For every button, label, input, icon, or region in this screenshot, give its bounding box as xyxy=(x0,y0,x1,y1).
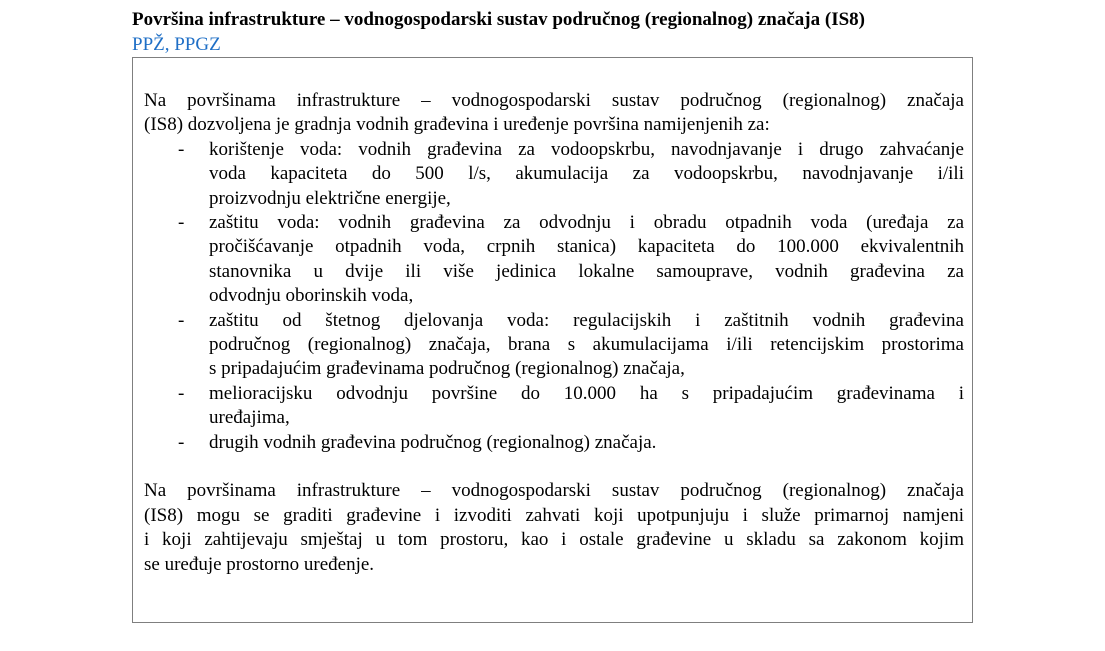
list-item xyxy=(144,431,964,455)
closing-paragraph xyxy=(144,479,964,577)
text-line: pročišćavanje otpadnih voda, crpnih stanica) kapaciteta do 100.000 ekvivalentnih xyxy=(209,236,964,258)
list-item xyxy=(144,382,964,431)
text-line: voda kapaciteta do 500 l/s, akumulacija za vodoopskrbu, navodnjavanje i/ili xyxy=(209,163,964,185)
text-line: područnog (regionalnog) značaja, brana s akumulacijama i/ili retencijskim prostorima xyxy=(209,334,964,356)
list-item xyxy=(144,309,964,382)
list-bullet-dash: - xyxy=(178,431,185,453)
text-line: uređajima, xyxy=(209,407,290,429)
text-line: se uređuje prostorno uređenje. xyxy=(144,553,375,575)
list-item xyxy=(144,138,964,211)
text-line: Na površinama infrastrukture – vodnogospodarski sustav područnog (regionalnog) značaja xyxy=(144,90,964,111)
text-line: melioracijsku odvodnju površine do 10.000 ha s pripadajućim građevinama i xyxy=(209,382,964,404)
text-line: proizvodnju električne energije, xyxy=(209,187,451,209)
text-line: odvodnju oborinskih voda, xyxy=(209,285,414,307)
text-line: (IS8) mogu se graditi građevine i izvoditi zahvati koji upotpunjuju i služe primarnoj namjeni xyxy=(144,504,964,526)
list-bullet-dash: - xyxy=(178,212,185,234)
text-line: Na površinama infrastrukture – vodnogospodarski sustav područnog (regionalnog) značaja xyxy=(144,480,964,502)
text-line: drugih vodnih građevina područnog (regionalnog) značaja. xyxy=(209,431,657,453)
list-bullet-dash: - xyxy=(178,138,185,160)
list-bullet-dash: - xyxy=(178,309,185,331)
text-line: stanovnika u dvije ili više jedinica lokalne samouprave, vodnih građevina za xyxy=(209,260,964,282)
text-line: zaštitu voda: vodnih građevina za odvodnju i obradu otpadnih voda (uređaja za xyxy=(209,212,964,234)
permitted-uses-list xyxy=(144,138,964,455)
section-title: Površina infrastrukture – vodnogospodarski sustav područnog (regionalnog) značaja (IS8) xyxy=(132,9,865,30)
text-line: (IS8) dozvoljena je gradnja vodnih građevina i uređenje površina namijenjenih za: xyxy=(144,114,770,136)
text-line: i koji zahtijevaju smještaj u tom prostoru, kao i ostale građevine u skladu sa zakonom kojim xyxy=(144,529,964,551)
document-scope-label: PPŽ, PPGZ xyxy=(132,34,221,55)
list-bullet-dash: - xyxy=(178,382,185,404)
text-line: s pripadajućim građevinama područnog (regionalnog) značaja, xyxy=(209,358,685,380)
text-line: korištenje voda: vodnih građevina za vodoopskrbu, navodnjavanje i drugo zahvaćanje xyxy=(209,138,964,160)
intro-paragraph xyxy=(144,89,964,455)
list-item xyxy=(144,211,964,309)
text-line: zaštitu od štetnog djelovanja voda: regulacijskih i zaštitnih vodnih građevina xyxy=(209,309,964,331)
regulation-text-box xyxy=(132,57,973,623)
